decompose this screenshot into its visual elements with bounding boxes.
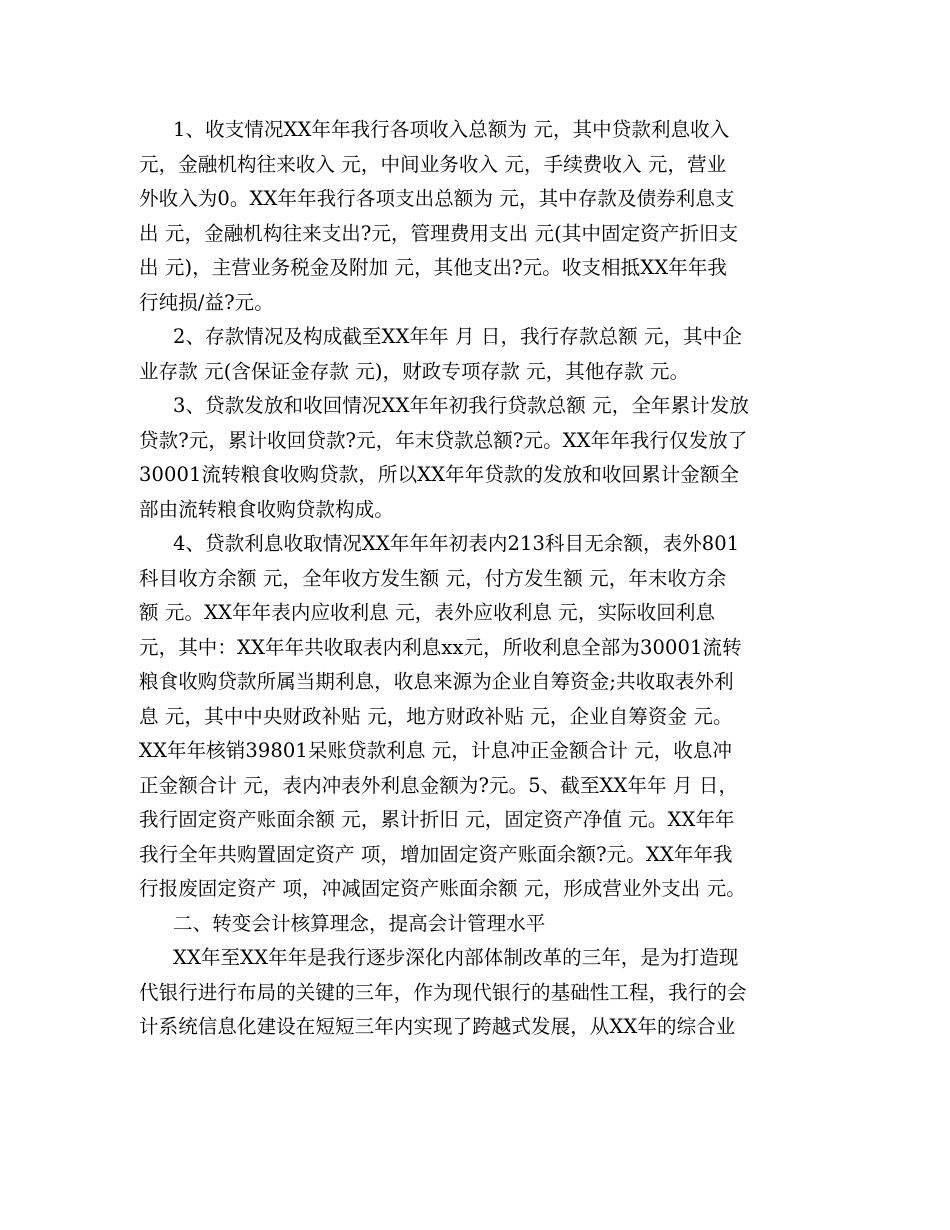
text-line: 正金额合计 元，表内冲表外利息金额为?元。5、截至XX年年 月 日， [139,773,739,797]
text-line: 业存款 元(含保证金存款 元)，财政专项存款 元，其他存款 元。 [139,359,690,383]
text-line: 我行固定资产账面余额 元，累计折旧 元，固定资产净值 元。XX年年 [139,808,735,831]
document-body [139,113,819,1045]
text-line: 粮食收购贷款所属当期利息，收息来源为企业自筹资金;共收取表外利 [139,670,734,693]
text-line: 外收入为0。XX年年我行各项支出总额为 元，其中存款及债券利息支 [139,187,735,210]
text-line: 我行全年共购置固定资产 项，增加固定资产账面余额?元。XX年年我 [139,842,733,866]
text-line: 出 元，金融机构往来支出?元，管理费用支出 元(其中固定资产折旧支 [139,221,739,245]
text-line: 元，金融机构往来收入 元，中间业务收入 元，手续费收入 元，营业 [139,152,727,176]
text-line: 30001流转粮食收购贷款，所以XX年年贷款的发放和收回累计金额全 [139,463,740,486]
section-heading: 二、转变会计核算理念，提高会计管理水平 [173,911,546,935]
text-line: 2、存款情况及构成截至XX年年 月 日，我行存款总额 元，其中企 [173,325,742,348]
text-line: 出 元)，主营业务税金及附加 元，其他支出?元。收支相抵XX年年我 [139,256,728,279]
text-line: 元，其中：XX年年共收取表内利息xx元，所收利息全部为30001流转 [139,635,742,659]
text-line: 1、收支情况XX年年我行各项收入总额为 元，其中贷款利息收入 [173,118,730,141]
text-line: XX年至XX年年是我行逐步深化内部体制改革的三年，是为打造现 [173,946,739,969]
text-line: 行纯损/益?元。 [139,290,274,314]
text-line: 科目收方余额 元，全年收方发生额 元，付方发生额 元，年末收方余 [139,566,727,590]
text-line: 行报废固定资产 项，冲减固定资产账面余额 元，形成营业外支出 元。 [139,877,746,900]
text-line: 贷款?元，累计收回贷款?元，年末贷款总额?元。XX年年我行仅发放了 [139,428,748,452]
text-line: 代银行进行布局的关键的三年，作为现代银行的基础性工程，我行的会 [139,980,747,1004]
text-line: XX年年核销39801呆账贷款利息 元，计息冲正金额合计 元，收息冲 [139,739,733,762]
text-line: 息 元，其中中央财政补贴 元，地方财政补贴 元，企业自筹资金 元。 [139,704,733,728]
text-line: 计系统信息化建设在短短三年内实现了跨越式发展，从XX年的综合业 [139,1015,736,1038]
text-line: 额 元。XX年年表内应收利息 元，表外应收利息 元，实际收回利息 [139,601,716,624]
text-line: 3、贷款发放和收回情况XX年年初我行贷款总额 元，全年累计发放 [173,394,749,417]
text-line: 部由流转粮食收购贷款构成。 [139,497,394,521]
text-line: 4、贷款利息收取情况XX年年年初表内213科目无余额，表外801 [173,532,740,555]
